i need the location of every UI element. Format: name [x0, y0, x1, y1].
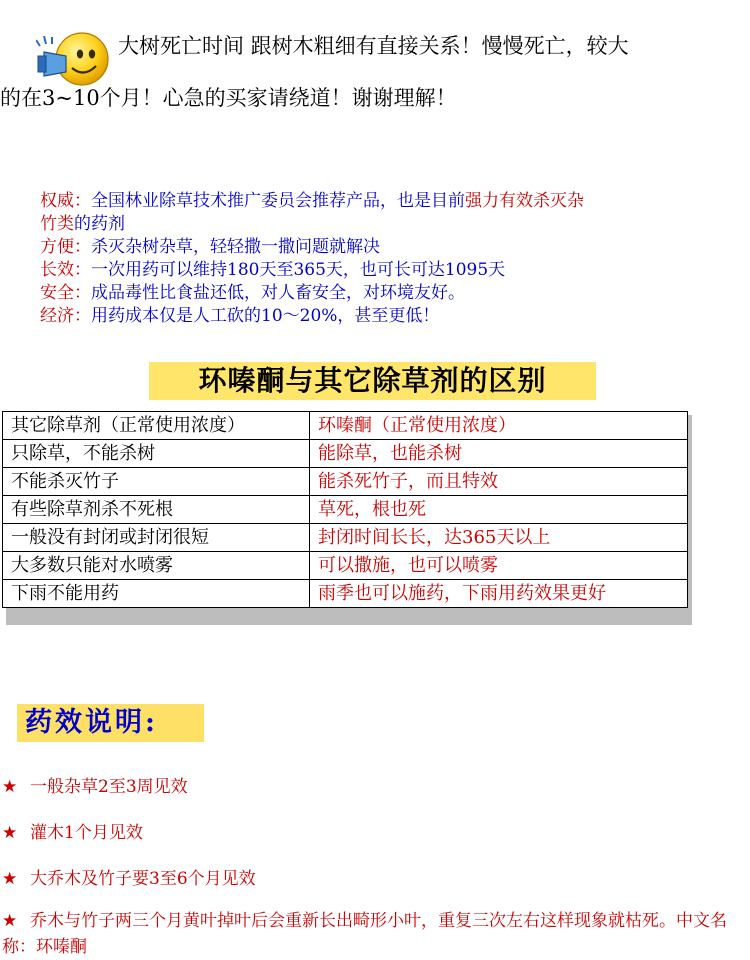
efficacy-item: [2, 908, 747, 960]
table-cell-hexazinone: 环嗪酮（正常使用浓度）: [310, 412, 688, 440]
feature-label: 方便：: [40, 237, 91, 257]
feature-highlight: 竹类: [40, 214, 74, 234]
efficacy-item: [2, 772, 188, 797]
feature-highlight: 强力有效杀灭杂: [465, 191, 584, 211]
table-row: [3, 440, 688, 468]
feature-item-economy: [40, 305, 745, 328]
feature-text: 一次用药可以维持180天至365天，也可长可达1095天: [91, 260, 506, 280]
comparison-title: 环嗪酮与其它除草剂的区别: [149, 362, 596, 400]
efficacy-text: 乔木与竹子两三个月黄叶掉叶后会重新长出畸形小叶，重复三次左右这样现象就枯死。中文名称：环嗪酮: [2, 911, 727, 957]
efficacy-item: [2, 864, 256, 889]
efficacy-text: 灌木1个月见效: [30, 823, 143, 843]
comparison-table: [2, 411, 688, 608]
feature-label: 长效：: [40, 260, 91, 280]
table-cell-other: 大多数只能对水喷雾: [3, 552, 310, 580]
star-icon: ★: [2, 777, 18, 797]
feature-label: 安全：: [40, 283, 91, 303]
table-row: [3, 468, 688, 496]
feature-item-authority: [40, 190, 745, 213]
table-cell-other: 下雨不能用药: [3, 580, 310, 608]
table-cell-hexazinone: 可以撒施，也可以喷雾: [310, 552, 688, 580]
table-cell-other: 只除草，不能杀树: [3, 440, 310, 468]
feature-text: 杀灭杂树杂草，轻轻撒一撒问题就解决: [91, 237, 380, 257]
feature-label: 经济：: [40, 306, 91, 326]
table-row: [3, 552, 688, 580]
feature-label: 权威：: [40, 191, 91, 211]
efficacy-text: 一般杂草2至3周见效: [30, 777, 188, 797]
table-row: [3, 412, 688, 440]
table-cell-hexazinone: 封闭时间长长，达365天以上: [310, 524, 688, 552]
star-icon: ★: [2, 823, 18, 843]
notice-line-1: 大树死亡时间 跟树木粗细有直接关系！慢慢死亡，较大: [118, 34, 629, 58]
feature-item-authority-cont: [40, 213, 745, 236]
table-cell-hexazinone: 能除草，也能杀树: [310, 440, 688, 468]
table-cell-other: 不能杀灭竹子: [3, 468, 310, 496]
efficacy-title: 药效说明:: [17, 704, 204, 742]
table-cell-hexazinone: 能杀死竹子，而且特效: [310, 468, 688, 496]
table-row: [3, 524, 688, 552]
feature-item-longevity: [40, 259, 745, 282]
star-icon: ★: [2, 869, 18, 889]
efficacy-item: [2, 818, 143, 843]
feature-text: 用药成本仅是人工砍的10～20%，甚至更低！: [91, 306, 440, 326]
feature-list: [40, 190, 745, 328]
efficacy-text: 大乔木及竹子要3至6个月见效: [30, 869, 256, 889]
feature-item-safety: [40, 282, 745, 305]
feature-text: 的药剂: [74, 214, 125, 234]
table-row: [3, 496, 688, 524]
table-cell-other: 有些除草剂杀不死根: [3, 496, 310, 524]
notice-line-2: 的在3~10个月！心急的买家请绕道！谢谢理解！: [0, 86, 457, 110]
table-row: [3, 580, 688, 608]
table-cell-hexazinone: 雨季也可以施药，下雨用药效果更好: [310, 580, 688, 608]
table-cell-other: 其它除草剂（正常使用浓度）: [3, 412, 310, 440]
feature-item-convenience: [40, 236, 745, 259]
table-cell-other: 一般没有封闭或封闭很短: [3, 524, 310, 552]
star-icon: ★: [2, 911, 18, 931]
feature-text: 全国林业除草技术推广委员会推荐产品，也是目前: [91, 191, 465, 211]
table-cell-hexazinone: 草死，根也死: [310, 496, 688, 524]
feature-text: 成品毒性比食盐还低，对人畜安全，对环境友好。: [91, 283, 465, 303]
